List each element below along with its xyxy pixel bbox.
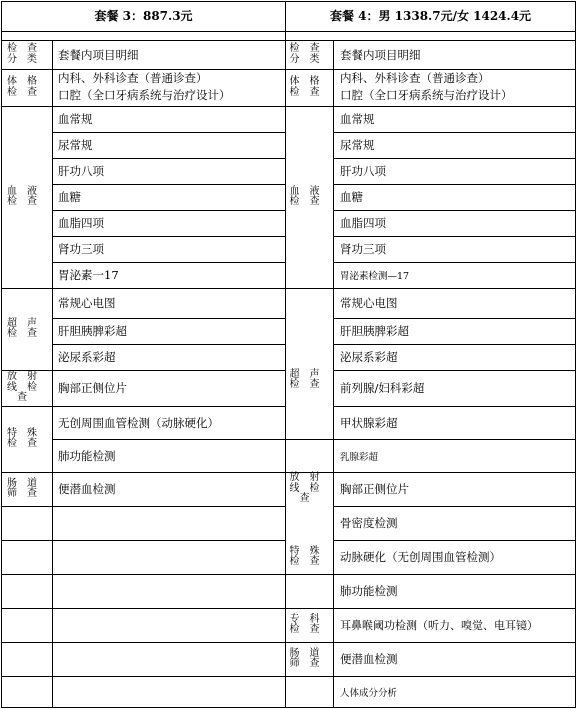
left-cat-blood: 血液检查 [7, 185, 47, 207]
right-item: 肝胆胰脾彩超 [340, 324, 409, 338]
right-item: 泌尿系彩超 [340, 350, 398, 364]
left-item: 血糖 [58, 190, 81, 204]
right-item: 骨密度检测 [340, 516, 398, 530]
left-item: 肝胆胰脾彩超 [58, 324, 127, 338]
right-item: 肝功八项 [340, 164, 386, 178]
right-item: 肾功三项 [340, 242, 386, 256]
right-item: 尿常规 [340, 138, 375, 152]
right-item: 血脂四项 [340, 216, 386, 230]
left-cat-ultrasound: 超声检查 [7, 317, 47, 339]
left-item: 便潜血检测 [58, 482, 116, 496]
right-item: 胸部正侧位片 [340, 482, 409, 496]
right-cat-ultrasound: 超声检查 [289, 368, 330, 390]
right-item: 甲状腺彩超 [340, 415, 398, 430]
right-cat-xray: 放射线检查 [289, 472, 330, 505]
right-cat-intestinal: 肠道筛查 [289, 647, 330, 669]
right-item: 常规心电图 [340, 296, 398, 310]
right-item: 前列腺/妇科彩超 [340, 381, 425, 395]
right-cat-specialist: 专科检查 [289, 613, 330, 635]
left-item: 血常规 [58, 112, 93, 126]
left-item: 常规心电图 [58, 296, 116, 310]
left-item: 无创周围血管检测（动脉硬化） [58, 415, 219, 430]
left-item: 尿常规 [58, 138, 93, 152]
right-package-title: 套餐 4：男 1338.7元/女 1424.4元 [329, 9, 532, 23]
left-item: 胸部正侧位片 [58, 381, 127, 395]
left-item: 肾功三项 [58, 242, 104, 256]
package-table [1, 1, 576, 708]
right-item: 血常规 [340, 112, 375, 126]
left-item: 肺功能检测 [58, 448, 116, 463]
left-col1-header: 检查分类 [7, 43, 47, 65]
right-item: 耳鼻喉阈功检测（听力、嗅觉、电耳镜） [340, 619, 538, 632]
right-col2-header: 套餐内项目明细 [340, 47, 421, 62]
right-item: 乳腺彩超 [340, 451, 379, 463]
left-item: 泌尿系彩超 [58, 350, 116, 364]
right-cat-blood: 血液检查 [289, 185, 330, 207]
left-cat-xray: 放射线检查 [7, 371, 47, 404]
right-cat-special: 特殊检查 [289, 545, 330, 567]
left-item: 内科、外科诊查（普通诊查） 口腔（全口牙病系统与治疗设计） [58, 71, 231, 102]
right-item: 人体成分分析 [340, 687, 398, 699]
right-item: 血糖 [340, 190, 363, 204]
left-cat-physical: 体格检查 [7, 76, 47, 98]
left-item: 胃泌素一17 [58, 268, 119, 282]
right-item: 便潜血检测 [340, 652, 398, 666]
right-item: 肺功能检测 [340, 584, 398, 598]
left-item: 血脂四项 [58, 216, 104, 230]
left-cat-special: 特殊检查 [7, 427, 47, 449]
right-col1-header: 检查分类 [289, 43, 330, 65]
left-item: 肝功八项 [58, 164, 104, 178]
right-cat-physical: 体格检查 [289, 76, 330, 98]
right-item: 内科、外科诊查（普通诊查） 口腔（全口牙病系统与治疗设计） [340, 71, 513, 102]
left-col2-header: 套餐内项目明细 [58, 47, 139, 62]
left-package-title: 套餐 3：887.3元 [94, 9, 193, 23]
right-item: 动脉硬化（无创周围血管检测） [340, 550, 501, 564]
left-cat-intestinal: 肠道筛查 [7, 477, 47, 499]
right-item: 胃泌素检测—17 [340, 271, 410, 282]
